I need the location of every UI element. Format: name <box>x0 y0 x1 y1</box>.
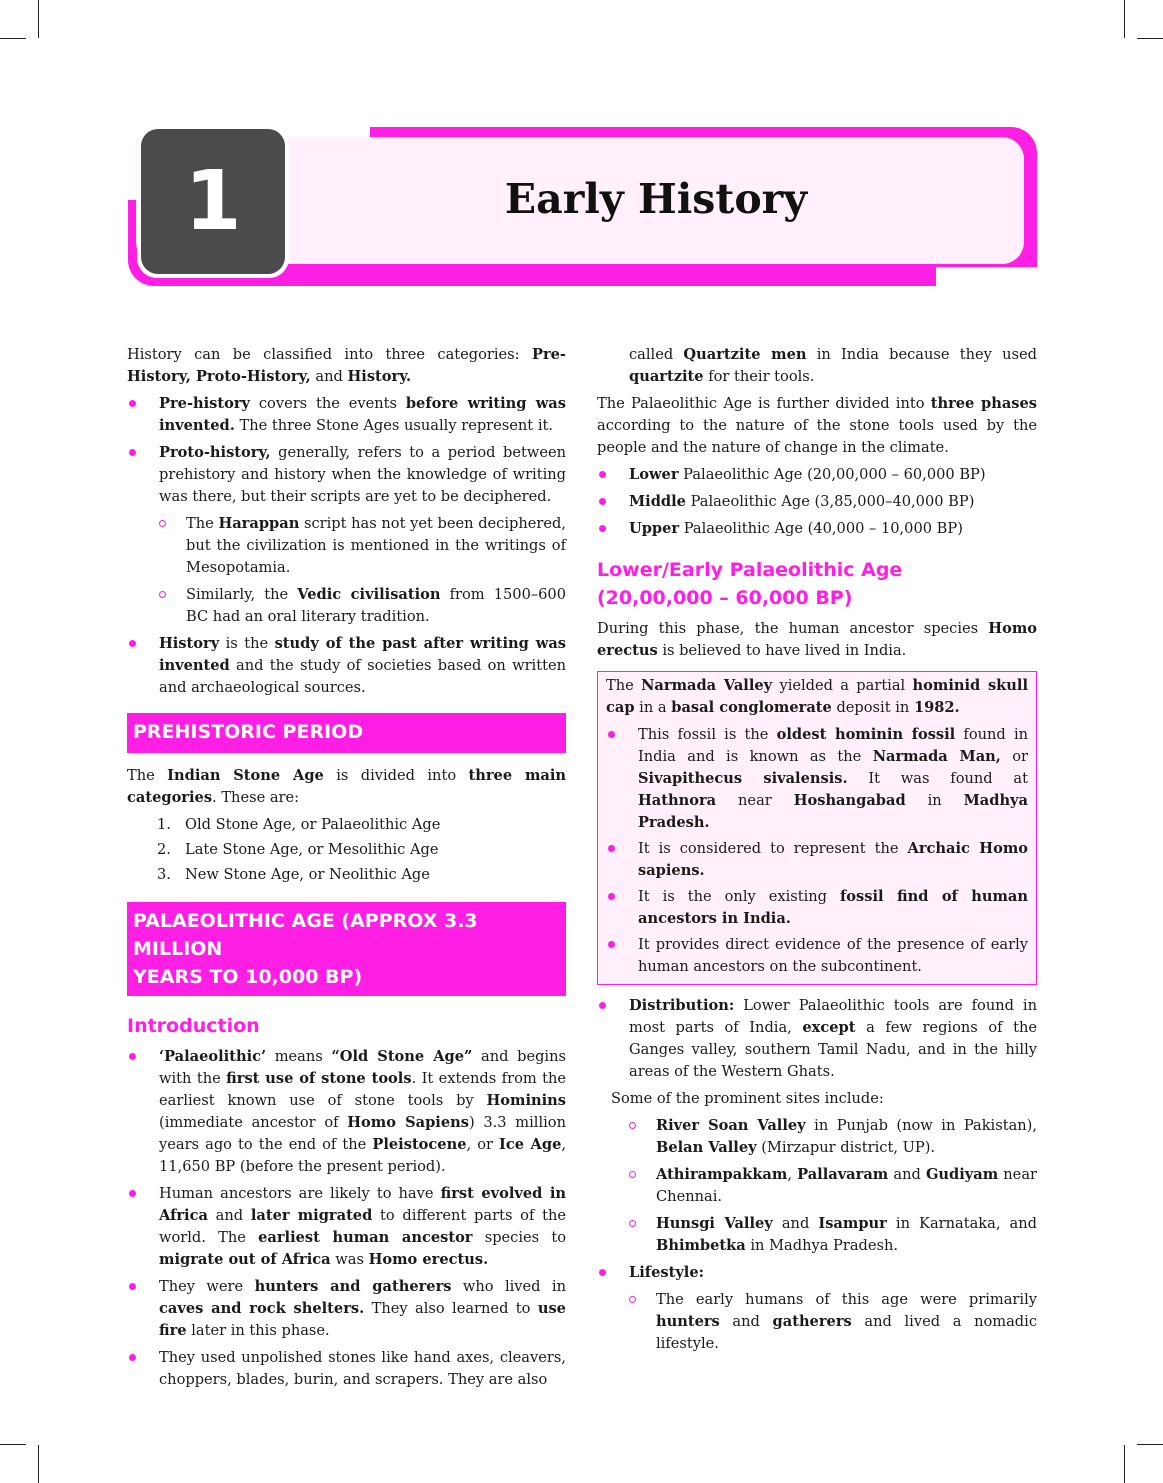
bold-text: first evolved in Africa <box>159 1185 566 1224</box>
text-run: ) 3.3 million years ago to the end of the <box>159 1114 566 1153</box>
phase-middle <box>597 491 1037 513</box>
text-run: The <box>606 677 642 694</box>
bullet-africa-origin <box>127 1183 566 1271</box>
section-heading-line-2: YEARS TO 10,000 BP) <box>133 966 363 988</box>
box-bullet-evidence <box>606 934 1028 978</box>
crop-mark <box>0 1444 26 1445</box>
box-bullet-only-fossil <box>606 886 1028 930</box>
bold-text: gatherers <box>772 1313 852 1330</box>
text-run: is divided into <box>323 767 469 784</box>
chapter-number: 1 <box>141 129 285 274</box>
bold-text: Gudiyam <box>925 1166 999 1183</box>
text-run: in Madhya Pradesh. <box>745 1237 899 1254</box>
subheading-line-2: (20,00,000 – 60,000 BP) <box>597 587 853 609</box>
section-heading-palaeolithic <box>127 902 566 996</box>
text-run: and the study of societies based on written and archaeological sources. <box>159 657 566 696</box>
text-run: History can be classified into three categories: <box>127 346 532 363</box>
bold-text: oldest hominin fossil <box>776 726 956 743</box>
bullet-pre-history <box>127 393 566 437</box>
crop-mark <box>1137 38 1163 39</box>
sites-intro: Some of the prominent sites include: <box>611 1090 884 1107</box>
text-run: (Mirzapur district, UP). <box>756 1139 936 1156</box>
text-run: in <box>905 792 964 809</box>
bold-text: History. <box>347 368 412 385</box>
text-run: . These are: <box>212 789 300 806</box>
bold-text: before writing was invented. <box>159 395 566 434</box>
text-run: in Karnataka, and <box>886 1215 1037 1232</box>
text-run: was <box>330 1251 369 1268</box>
chapter-title: Early History <box>504 175 808 223</box>
right-column <box>597 344 1037 1360</box>
box-bullet-oldest-fossil <box>606 724 1028 834</box>
text-run: called <box>629 346 684 363</box>
bullet-palaeolithic-meaning <box>127 1046 566 1178</box>
list-number: 3. <box>157 866 171 883</box>
text-run: means <box>266 1048 332 1065</box>
text-run: , <box>787 1166 798 1183</box>
text-run: in a <box>634 699 672 716</box>
text-run: During this phase, the human ancestor species <box>597 620 989 637</box>
subheading-lower-palaeolithic <box>597 556 1037 612</box>
bold-text: study of the past after writing was invented <box>159 635 566 674</box>
crop-mark <box>1124 0 1125 38</box>
bold-text: Athirampakkam <box>656 1166 788 1183</box>
text-run: script has not yet been deciphered, but the civilization is mentioned in the writings of Mesopotamia. <box>186 515 566 576</box>
crop-mark <box>1124 1445 1125 1483</box>
text-run: found in India and is known as the <box>638 726 1029 765</box>
text-run: The Palaeolithic Age is further divided into <box>597 395 931 412</box>
text-run: and <box>719 1313 773 1330</box>
bold-text: Ice Age <box>499 1136 562 1153</box>
sub-bullet-vedic <box>127 584 566 628</box>
site-soan-belan <box>597 1115 1037 1159</box>
bold-text: hunters <box>656 1313 720 1330</box>
bold-text: Pleistocene <box>372 1136 467 1153</box>
chapter-number-box <box>137 125 289 278</box>
sub-bullet-harappan <box>127 513 566 579</box>
bullet-stone-tools <box>127 1347 566 1391</box>
section-heading-line-1: PALAEOLITHIC AGE (APPROX 3.3 MILLION <box>133 910 478 960</box>
text-run: later in this phase. <box>186 1322 330 1339</box>
text-run: according to the nature of the stone tools used by the people and the nature of change in the climate. <box>597 417 1037 456</box>
bold-text: caves and rock shelters. <box>159 1300 365 1317</box>
text-run: and <box>888 1166 926 1183</box>
list-item <box>127 864 566 886</box>
bold-text: later migrated <box>250 1207 373 1224</box>
bold-text: first use of stone tools <box>226 1070 412 1087</box>
bold-text: 1982. <box>913 699 960 716</box>
phase-lower <box>597 464 1037 486</box>
text-run: This fossil is the <box>638 726 777 743</box>
text-run: is the <box>219 635 275 652</box>
phase-upper <box>597 518 1037 540</box>
bold-text: Hoshangabad <box>793 792 906 809</box>
text-run: is believed to have lived in India. <box>657 642 907 659</box>
text-run: for their tools. <box>703 368 815 385</box>
text-run: . It extends from the earliest known use of stone tools by <box>159 1070 567 1109</box>
subheading-line-1: Lower/Early Palaeolithic Age <box>597 559 903 581</box>
list-number: 2. <box>157 841 171 858</box>
crop-mark <box>1137 1444 1163 1445</box>
bold-text: “Old Stone Age” <box>331 1048 473 1065</box>
text-run: They also learned to <box>364 1300 538 1317</box>
text-run: in India because they used <box>806 346 1037 363</box>
stone-age-list <box>127 814 566 886</box>
bold-text: Bhimbetka <box>656 1237 746 1254</box>
text-run: It provides direct evidence of the presence of early human ancestors on the subcontinent. <box>638 936 1028 975</box>
bold-text: Sivapithecus sivalensis. <box>638 770 848 787</box>
text-run: or <box>1000 748 1028 765</box>
bold-text: basal conglomerate <box>671 699 832 716</box>
list-item-text: New Stone Age, or Neolithic Age <box>185 866 430 883</box>
bullet-proto-history <box>127 442 566 508</box>
bold-text: Homo erectus. <box>368 1251 489 1268</box>
text-run: in Punjab (now in Pakistan), <box>805 1117 1038 1134</box>
bold-text: Madhya Pradesh. <box>638 792 1028 831</box>
text-run: The <box>186 515 219 532</box>
crop-mark <box>0 38 26 39</box>
bold-text: three phases <box>930 395 1037 412</box>
text-run: The <box>127 767 168 784</box>
bold-text: River Soan Valley <box>656 1117 806 1134</box>
text-run: Similarly, the <box>186 586 298 603</box>
bold-text: fossil find of human ancestors in India. <box>638 888 1028 927</box>
bold-text: three main categories <box>127 767 566 806</box>
text-run: Palaeolithic Age (3,85,000–40,000 BP) <box>685 493 975 510</box>
text-run: , 11,650 BP (before the present period). <box>159 1136 566 1175</box>
bold-text: Proto-history, <box>159 444 271 461</box>
crop-mark <box>38 1445 39 1483</box>
bold-text: History <box>159 635 220 652</box>
text-run: near <box>716 792 794 809</box>
text-run: It is the only existing <box>638 888 841 905</box>
text-run: near Chennai. <box>656 1166 1037 1205</box>
bold-text: Hominins <box>486 1092 566 1109</box>
text-run: deposit in <box>831 699 914 716</box>
text-run: The three Stone Ages usually represent it. <box>234 417 553 434</box>
bold-text: Harappan <box>218 515 300 532</box>
bullet-history <box>127 633 566 699</box>
bold-text: Indian Stone Age <box>167 767 324 784</box>
text-run: (immediate ancestor of <box>159 1114 348 1131</box>
bold-text: Homo Sapiens <box>347 1114 469 1131</box>
bold-text: Narmada Valley <box>641 677 773 694</box>
bold-text: Vedic civilisation <box>297 586 441 603</box>
bold-text: Hathnora <box>638 792 717 809</box>
lifestyle-nomadic <box>597 1289 1037 1355</box>
box-intro <box>606 675 1028 719</box>
list-number: 1. <box>157 816 171 833</box>
text-run: who lived in <box>451 1278 566 1295</box>
text-run: and <box>207 1207 251 1224</box>
text-run: yielded a partial <box>772 677 913 694</box>
bold-text: use fire <box>159 1300 566 1339</box>
bold-text: Lower <box>629 466 679 483</box>
bold-text: Lifestyle: <box>629 1264 705 1281</box>
bold-text: except <box>802 1019 856 1036</box>
bold-text: migrate out of Africa <box>159 1251 331 1268</box>
text-run: covers the events <box>250 395 406 412</box>
crop-mark <box>38 0 39 38</box>
text-run: a few regions of the Ganges valley, southern Tamil Nadu, and in the hilly areas of the Western Ghats. <box>629 1019 1037 1080</box>
subheading-introduction: Introduction <box>127 1015 260 1037</box>
text-run: and begins with the <box>159 1048 566 1087</box>
bold-text: Homo erectus <box>597 620 1037 659</box>
section-heading-prehistoric: PREHISTORIC PERIOD <box>127 713 566 753</box>
site-hunsgi-bhimbetka <box>597 1213 1037 1257</box>
text-run: and <box>772 1215 819 1232</box>
text-run: and lived a nomadic lifestyle. <box>656 1313 1037 1352</box>
bullet-hunters-gatherers <box>127 1276 566 1342</box>
bold-text: Quartzite men <box>683 346 807 363</box>
text-run: They used unpolished stones like hand axes, cleavers, choppers, blades, burin, and scrapers. They are also <box>159 1349 566 1388</box>
box-bullet-archaic <box>606 838 1028 882</box>
stone-age-paragraph <box>127 765 566 809</box>
text-run: It was found at <box>847 770 1028 787</box>
bullet-lifestyle <box>597 1262 1037 1284</box>
bold-text: Pre-history <box>159 395 251 412</box>
text-run: , or <box>466 1136 500 1153</box>
homo-erectus-paragraph <box>597 618 1037 662</box>
text-run: Lower Palaeolithic tools are found in most parts of India, <box>629 997 1037 1036</box>
bold-text: Middle <box>629 493 686 510</box>
bold-text: Distribution: <box>629 997 735 1014</box>
bold-text: Hunsgi Valley <box>656 1215 773 1232</box>
list-item-text: Old Stone Age, or Palaeolithic Age <box>185 816 441 833</box>
bold-text: earliest human ancestor <box>258 1229 473 1246</box>
text-run: species to <box>472 1229 566 1246</box>
list-item-text: Late Stone Age, or Mesolithic Age <box>185 841 439 858</box>
bold-text: Pre-History, Proto-History, <box>127 346 566 385</box>
text-run: from 1500–600 BC had an oral literary tradition. <box>186 586 567 625</box>
text-run: generally, refers to a period between prehistory and history when the knowledge of writing was there, but their scripts are yet to be deciphered. <box>159 444 566 505</box>
text-run: It is considered to represent the <box>638 840 908 857</box>
bold-text: Pallavaram <box>797 1166 889 1183</box>
bold-text: Belan Valley <box>656 1139 757 1156</box>
list-item <box>127 814 566 836</box>
bold-text: Isampur <box>818 1215 887 1232</box>
text-run: The early humans of this age were primarily <box>656 1291 1037 1308</box>
bold-text: ‘Palaeolithic’ <box>159 1048 267 1065</box>
bold-text: Narmada Man, <box>872 748 1001 765</box>
text-run: Palaeolithic Age (20,00,000 – 60,000 BP) <box>678 466 986 483</box>
quartzite-continuation <box>597 344 1037 388</box>
text-run: Palaeolithic Age (40,000 – 10,000 BP) <box>679 520 963 537</box>
text-run: to different parts of the world. The <box>159 1207 566 1246</box>
bold-text: hominid skull cap <box>606 677 1028 716</box>
bold-text: quartzite <box>629 368 704 385</box>
text-run: Human ancestors are likely to have <box>159 1185 441 1202</box>
bold-text: Archaic Homo sapiens. <box>638 840 1028 879</box>
list-item <box>127 839 566 861</box>
bold-text: hunters and gatherers <box>254 1278 452 1295</box>
bullet-distribution <box>597 995 1037 1083</box>
left-column <box>127 344 566 1396</box>
site-chennai <box>597 1164 1037 1208</box>
phases-paragraph <box>597 393 1037 459</box>
narmada-info-box <box>597 671 1037 985</box>
intro-paragraph <box>127 344 566 388</box>
bold-text: Upper <box>629 520 680 537</box>
text-run: They were <box>159 1278 255 1295</box>
text-run: and <box>310 368 348 385</box>
